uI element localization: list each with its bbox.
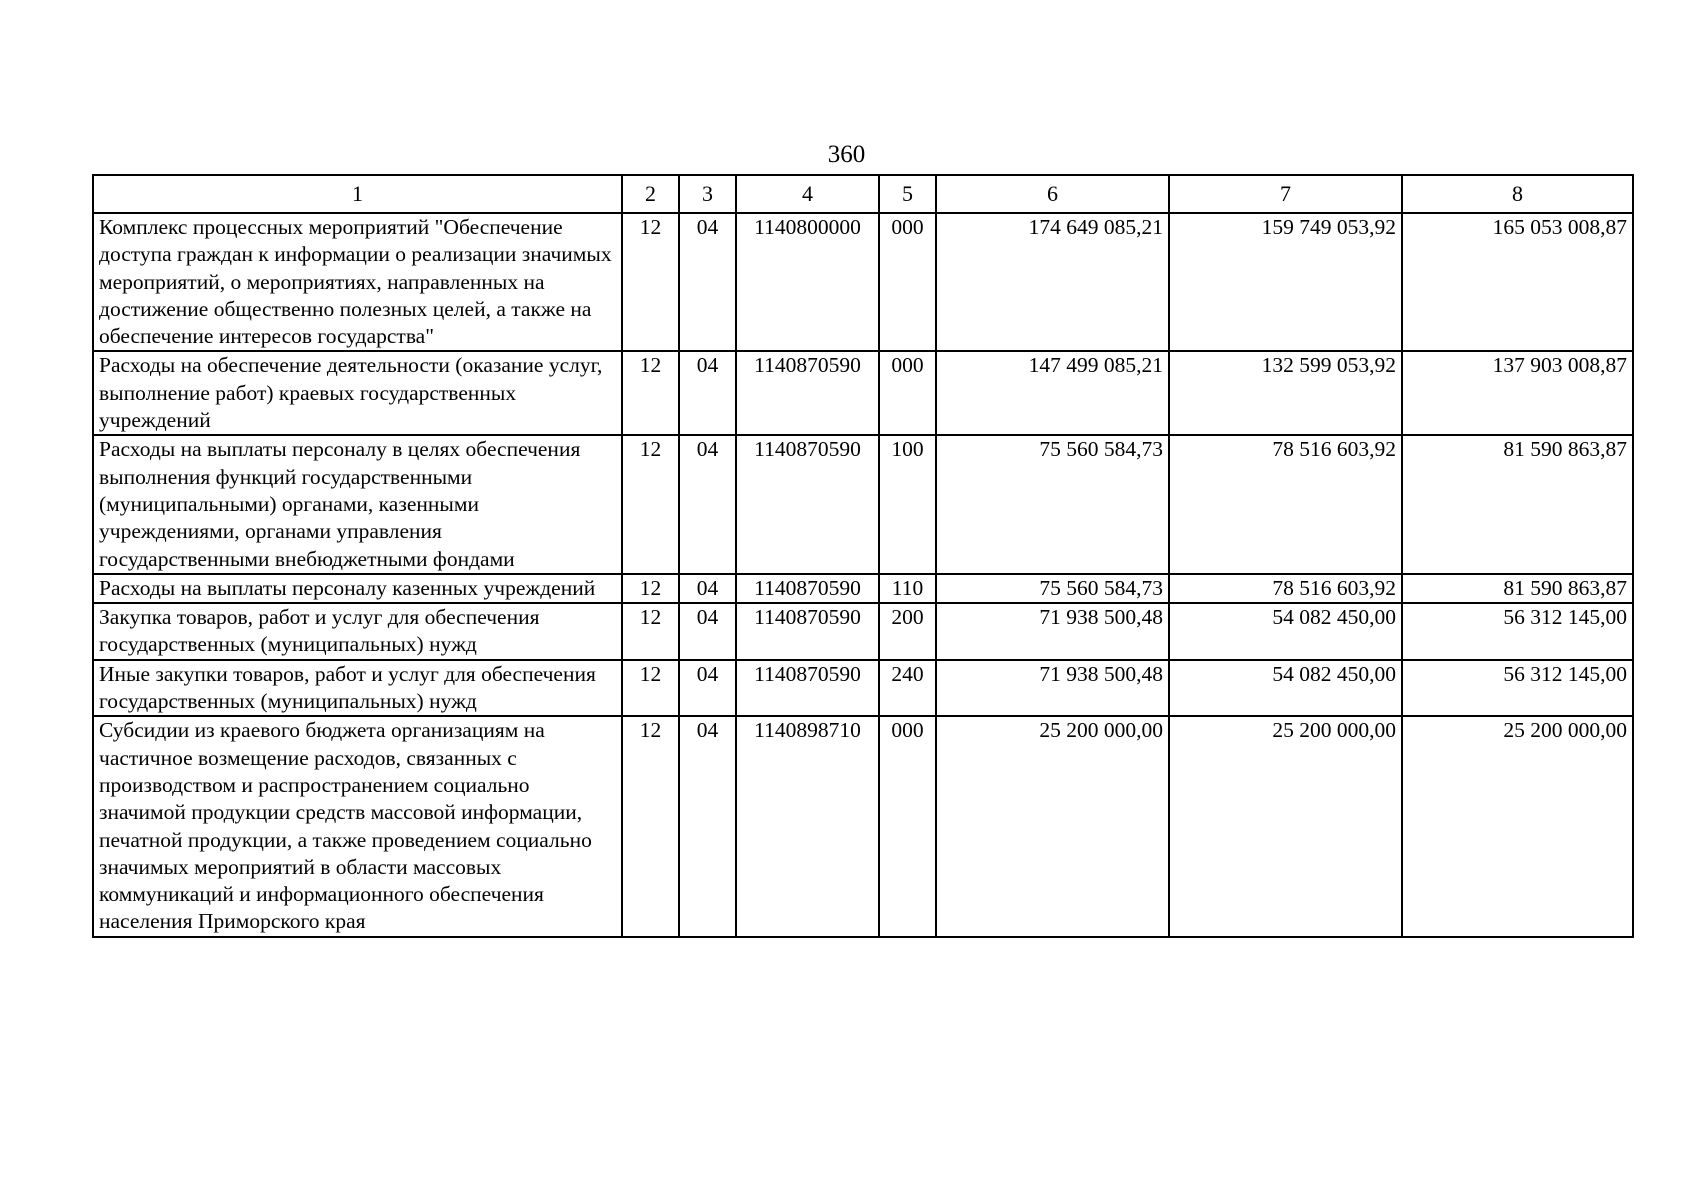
- row-amount-col7: 78 516 603,92: [1169, 435, 1402, 573]
- row-amount-col8: 25 200 000,00: [1402, 716, 1633, 936]
- row-amount-col8: 56 312 145,00: [1402, 660, 1633, 717]
- row-section: 12: [622, 574, 679, 603]
- column-header-5: 5: [879, 175, 936, 213]
- row-amount-col8: 165 053 008,87: [1402, 213, 1633, 351]
- row-amount-col7: 54 082 450,00: [1169, 603, 1402, 660]
- row-name: Расходы на выплаты персоналу казенных учреждений: [93, 574, 622, 603]
- row-section: 12: [622, 716, 679, 936]
- row-amount-col7: 54 082 450,00: [1169, 660, 1402, 717]
- row-target-code: 1140870590: [736, 603, 879, 660]
- row-subsection: 04: [679, 351, 736, 435]
- row-amount-col7: 159 749 053,92: [1169, 213, 1402, 351]
- row-target-code: 1140870590: [736, 351, 879, 435]
- row-name: Комплекс процессных мероприятий "Обеспечение доступа граждан к информации о реализации значимых мероприятий, о мероприятиях, направленных на достижение общественно полезных целей, а также на обеспечение интересов государства": [93, 213, 622, 351]
- row-section: 12: [622, 351, 679, 435]
- table-row: [93, 351, 1633, 435]
- row-name: Расходы на выплаты персоналу в целях обеспечения выполнения функций государственными (муниципальными) органами, казенными учреждениями, органами управления государственными внебюджетными фондами: [93, 435, 622, 573]
- column-header-4: 4: [736, 175, 879, 213]
- column-header-7: 7: [1169, 175, 1402, 213]
- row-expense-type: 240: [879, 660, 936, 717]
- row-subsection: 04: [679, 716, 736, 936]
- row-target-code: 1140800000: [736, 213, 879, 351]
- row-amount-col7: 78 516 603,92: [1169, 574, 1402, 603]
- row-target-code: 1140898710: [736, 716, 879, 936]
- row-expense-type: 200: [879, 603, 936, 660]
- row-expense-type: 000: [879, 716, 936, 936]
- row-subsection: 04: [679, 435, 736, 573]
- row-target-code: 1140870590: [736, 435, 879, 573]
- budget-table: [92, 174, 1634, 938]
- column-header-2: 2: [622, 175, 679, 213]
- row-section: 12: [622, 603, 679, 660]
- table-row: [93, 435, 1633, 573]
- row-amount-col8: 81 590 863,87: [1402, 435, 1633, 573]
- row-name: Субсидии из краевого бюджета организациям на частичное возмещение расходов, связанных с производством и распространением социально значимой продукции средств массовой информации, печатной продукции, а также проведением социально значимых мероприятий в области массовых коммуникаций и информационного обеспечения населения Приморского края: [93, 716, 622, 936]
- row-amount-col7: 132 599 053,92: [1169, 351, 1402, 435]
- row-subsection: 04: [679, 213, 736, 351]
- row-amount-col7: 25 200 000,00: [1169, 716, 1402, 936]
- row-section: 12: [622, 213, 679, 351]
- table-row: [93, 603, 1633, 660]
- row-amount-col6: 174 649 085,21: [936, 213, 1169, 351]
- row-amount-col8: 81 590 863,87: [1402, 574, 1633, 603]
- row-target-code: 1140870590: [736, 660, 879, 717]
- header-row: [93, 175, 1633, 213]
- row-amount-col6: 75 560 584,73: [936, 574, 1169, 603]
- row-expense-type: 000: [879, 351, 936, 435]
- table-row: [93, 213, 1633, 351]
- row-amount-col6: 147 499 085,21: [936, 351, 1169, 435]
- row-expense-type: 000: [879, 213, 936, 351]
- column-header-1: 1: [93, 175, 622, 213]
- row-target-code: 1140870590: [736, 574, 879, 603]
- row-name: Закупка товаров, работ и услуг для обеспечения государственных (муниципальных) нужд: [93, 603, 622, 660]
- row-section: 12: [622, 435, 679, 573]
- row-expense-type: 100: [879, 435, 936, 573]
- row-subsection: 04: [679, 574, 736, 603]
- table-row: [93, 716, 1633, 936]
- row-name: Иные закупки товаров, работ и услуг для обеспечения государственных (муниципальных) нужд: [93, 660, 622, 717]
- row-amount-col6: 71 938 500,48: [936, 603, 1169, 660]
- row-amount-col6: 75 560 584,73: [936, 435, 1169, 573]
- row-subsection: 04: [679, 660, 736, 717]
- row-amount-col8: 137 903 008,87: [1402, 351, 1633, 435]
- column-header-8: 8: [1402, 175, 1633, 213]
- column-header-6: 6: [936, 175, 1169, 213]
- table-row: [93, 660, 1633, 717]
- row-name: Расходы на обеспечение деятельности (оказание услуг, выполнение работ) краевых государственных учреждений: [93, 351, 622, 435]
- row-section: 12: [622, 660, 679, 717]
- column-header-3: 3: [679, 175, 736, 213]
- table-row: [93, 574, 1633, 603]
- row-subsection: 04: [679, 603, 736, 660]
- row-expense-type: 110: [879, 574, 936, 603]
- row-amount-col8: 56 312 145,00: [1402, 603, 1633, 660]
- row-amount-col6: 71 938 500,48: [936, 660, 1169, 717]
- row-amount-col6: 25 200 000,00: [936, 716, 1169, 936]
- page-number: 360: [827, 141, 866, 168]
